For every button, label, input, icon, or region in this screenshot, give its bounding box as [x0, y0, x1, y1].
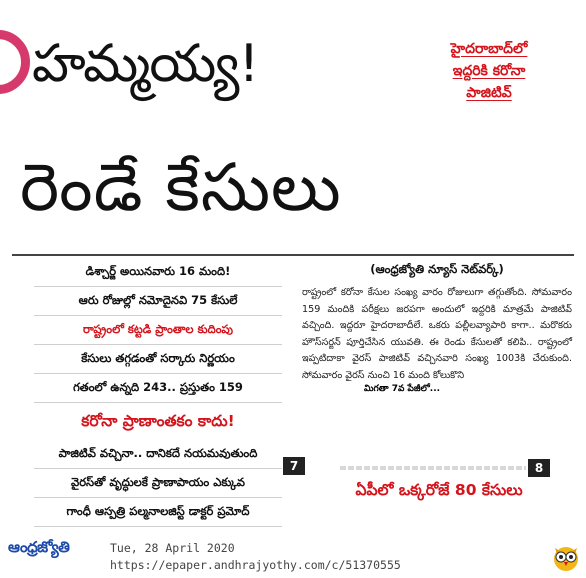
side-red-headline	[402, 38, 576, 104]
page-number-badge: 8	[528, 459, 550, 477]
exclaim-headline: హమ్మయ్య!	[32, 34, 259, 94]
decorative-ring	[0, 30, 30, 94]
pointer-item: వైరస్‌తో వృద్ధులకే ప్రాణాపాయం ఎక్కువ	[34, 469, 282, 498]
brand-logo: ఆంధ్రజ్యోతి	[8, 538, 70, 556]
pointer-item: కేసులు తగ్గడంతో సర్కారు నిర్ణయం	[34, 345, 282, 374]
side-red-headline-line: హైదరాబాద్‌లో	[450, 41, 528, 57]
story-column	[302, 258, 572, 396]
pointer-item: పాజిటివ్ వచ్చినా.. దానికదే నయమవుతుంది	[34, 440, 282, 469]
continued-note: మిగతా 7వ పేజీలో...	[364, 384, 441, 394]
story-body: రాష్ట్రంలో కరోనా కేసుల సంఖ్య వారం రోజులుగా తగ్గుతోంది. సోమవారం 159 మందికి పరీక్షలు జరపగా అందులో ఇద్దరికి మాత్రమే పాజిటివ్ వచ్చింది. ఇద్దరూ హైదరాబాదీలే. ఒకరు పల్లీలవ్యాపారి కాగా.. మరొకరు హౌస్‌సర్జన్ పూర్తిచేసిన యువతి. ఈ రెండు కేసులతో కలిపి.. రాష్ట్రంలో ఇప్పటిదాకా వైరస్ పాజిటివ్ వచ్చినవారి సంఖ్య 1003కి చేరుకుంది. సోమవారం వైరస్ నుంచి 16 మంది కోలుకొని	[302, 287, 572, 381]
divider-line	[340, 466, 526, 470]
pointer-item: ఆరు రోజుల్లో నమోదైనవి 75 కేసులే	[34, 287, 282, 316]
footer-info	[110, 540, 401, 574]
issue-date: Tue, 28 April 2020	[110, 541, 235, 555]
owl-mascot-icon	[552, 542, 580, 572]
page-number-badge: 7	[283, 457, 305, 475]
pointer-item: డిశ్చార్జ్ అయినవారు 16 మంది!	[34, 258, 282, 287]
sub-headline: కరోనా ప్రాణాంతకం కాదు!	[81, 412, 235, 430]
bottom-headline: ఏపీలో ఒక్కరోజే 80 కేసులు	[355, 481, 523, 499]
pointer-item: రాష్ట్రంలో కట్టడి ప్రాంతాల కుదింపు	[34, 316, 282, 345]
source-link[interactable]: https://epaper.andhrajyothy.com/c/51370555	[110, 558, 401, 572]
byline: (ఆంధ్రజ్యోతి న్యూస్ నెట్‌వర్క్)	[370, 262, 504, 276]
side-red-headline-line: ఇద్దరికి కరోనా	[452, 63, 526, 79]
epaper-footer	[0, 534, 586, 578]
main-headline: రెండే కేసులు	[20, 149, 342, 226]
headline-divider	[12, 254, 574, 256]
pointer-item: గాంధీ ఆస్పత్రి పల్మనాలజిస్ట్ డాక్టర్ ప్రమోద్	[34, 498, 282, 527]
side-red-headline-line: పాజిటివ్	[466, 85, 512, 101]
pointer-item: గతంలో ఉన్నది 243.. ప్రస్తుతం 159	[34, 374, 282, 403]
pointer-column	[34, 258, 282, 527]
